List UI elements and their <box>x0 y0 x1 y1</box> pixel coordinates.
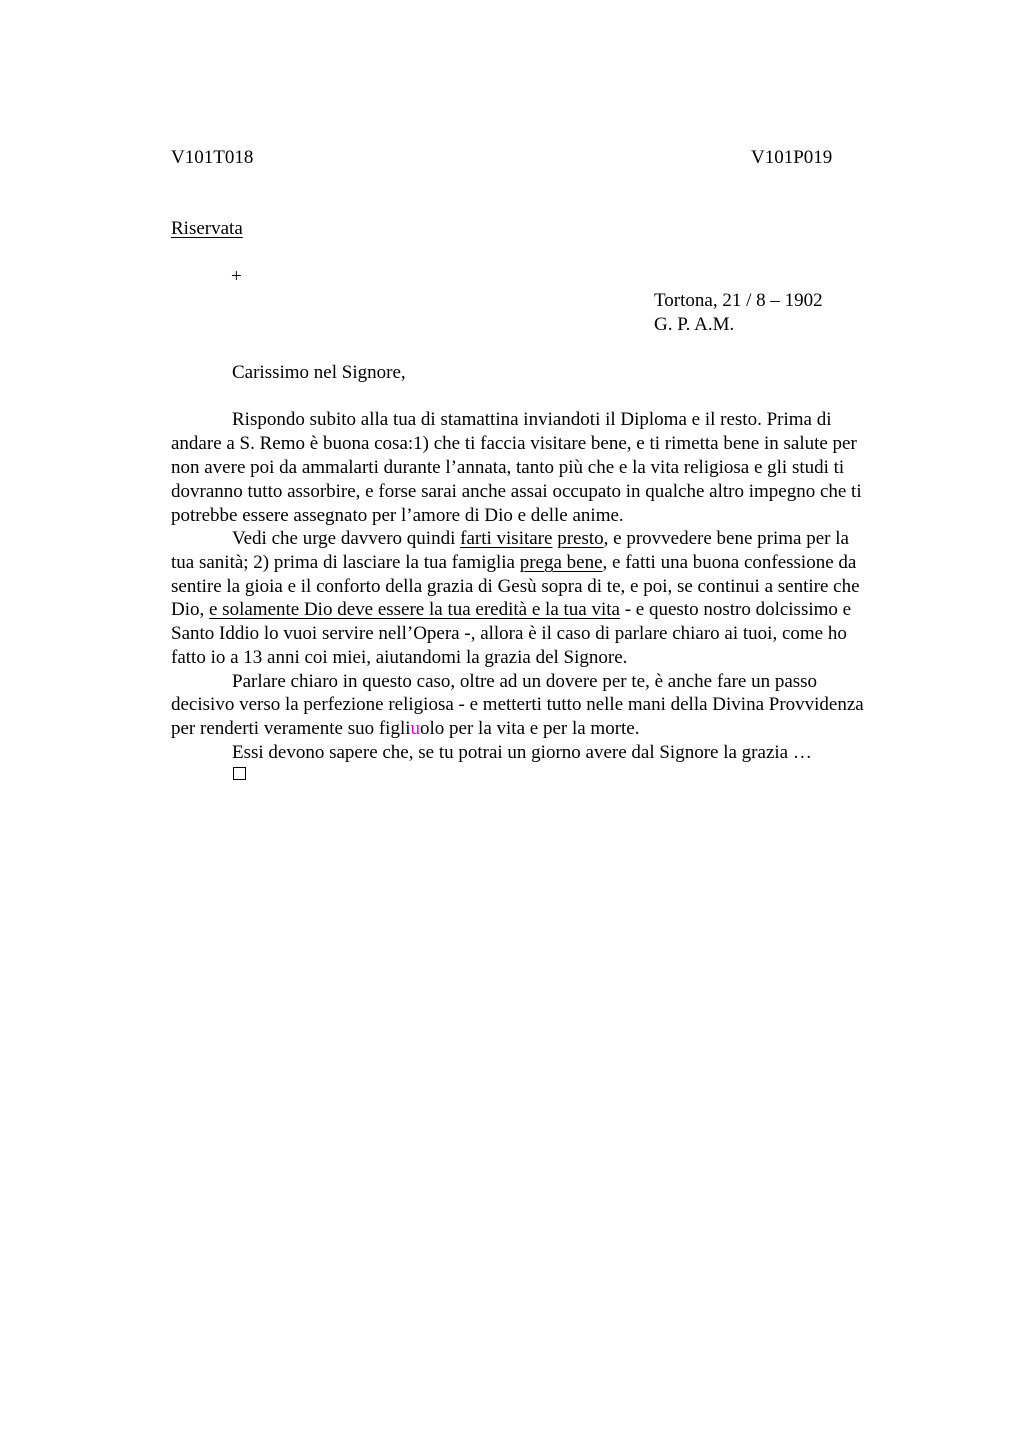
body-line: potrebbe essere assegnato per l’amore di Dio e delle anime. <box>171 505 624 526</box>
document-code-left: V101T018 <box>171 147 254 168</box>
body-text: tua sanità; 2) prima di lasciare la tua famiglia <box>171 552 520 573</box>
body-text: per renderti veramente suo figli <box>171 718 411 739</box>
body-text: , e fatti una buona confessione da <box>602 552 857 573</box>
empty-box-icon <box>233 767 246 780</box>
body-line: decisivo verso la perfezione religiosa - e metterti tutto nelle mani della Divina Provvidenza <box>171 694 864 715</box>
body-line: Essi devono sapere che, se tu potrai un giorno avere dal Signore la grazia … <box>232 742 812 763</box>
underlined-phrase: prega bene <box>519 552 603 573</box>
place-date: Tortona, 21 / 8 – 1902 <box>654 290 823 311</box>
body-line: fatto io a 13 anni coi miei, aiutandomi la grazia del Signore. <box>171 647 628 668</box>
document-code-right: V101P019 <box>751 147 833 168</box>
body-line: Santo Iddio lo vuoi servire nell’Opera -, allora è il caso di parlare chiaro ai tuoi, come ho <box>171 623 847 644</box>
body-line <box>171 717 931 741</box>
highlighted-letter: u <box>410 718 421 739</box>
reserved-label: Riservata <box>171 218 243 239</box>
initials: G. P. A.M. <box>654 314 735 335</box>
body-text: Dio, <box>171 599 209 620</box>
underlined-phrase: farti visitare <box>460 528 553 549</box>
body-text: - e questo nostro dolcissimo e <box>619 599 852 620</box>
body-line: sentire la gioia e il conforto della grazia di Gesù sopra di te, e poi, se continui a sentire che <box>171 576 860 597</box>
body-text: , e provvedere bene prima per la <box>603 528 849 549</box>
salutation: Carissimo nel Signore, <box>232 362 406 383</box>
body-line <box>232 527 992 551</box>
underlined-phrase: presto <box>557 528 604 549</box>
body-line <box>171 598 931 622</box>
underlined-phrase: e solamente Dio deve essere la tua eredità e la tua vita <box>209 599 620 620</box>
body-line: Rispondo subito alla tua di stamattina inviandoti il Diploma e il resto. Prima di <box>232 409 832 430</box>
body-line: dovranno tutto assorbire, e forse sarai anche assai occupato in qualche altro impegno che ti <box>171 481 862 502</box>
body-text: olo per la vita e per la morte. <box>420 718 640 739</box>
body-line: Parlare chiaro in questo caso, oltre ad un dovere per te, è anche fare un passo <box>232 671 818 692</box>
body-line: non avere poi da ammalarti durante l’annata, tanto più che e la vita religiosa e gli studi ti <box>171 457 845 478</box>
body-line <box>171 551 931 575</box>
cross-mark: + <box>231 266 242 287</box>
body-line: andare a S. Remo è buona cosa:1) che ti faccia visitare bene, e ti rimetta bene in salute per <box>171 433 857 454</box>
body-text: Vedi che urge davvero quindi <box>232 528 461 549</box>
